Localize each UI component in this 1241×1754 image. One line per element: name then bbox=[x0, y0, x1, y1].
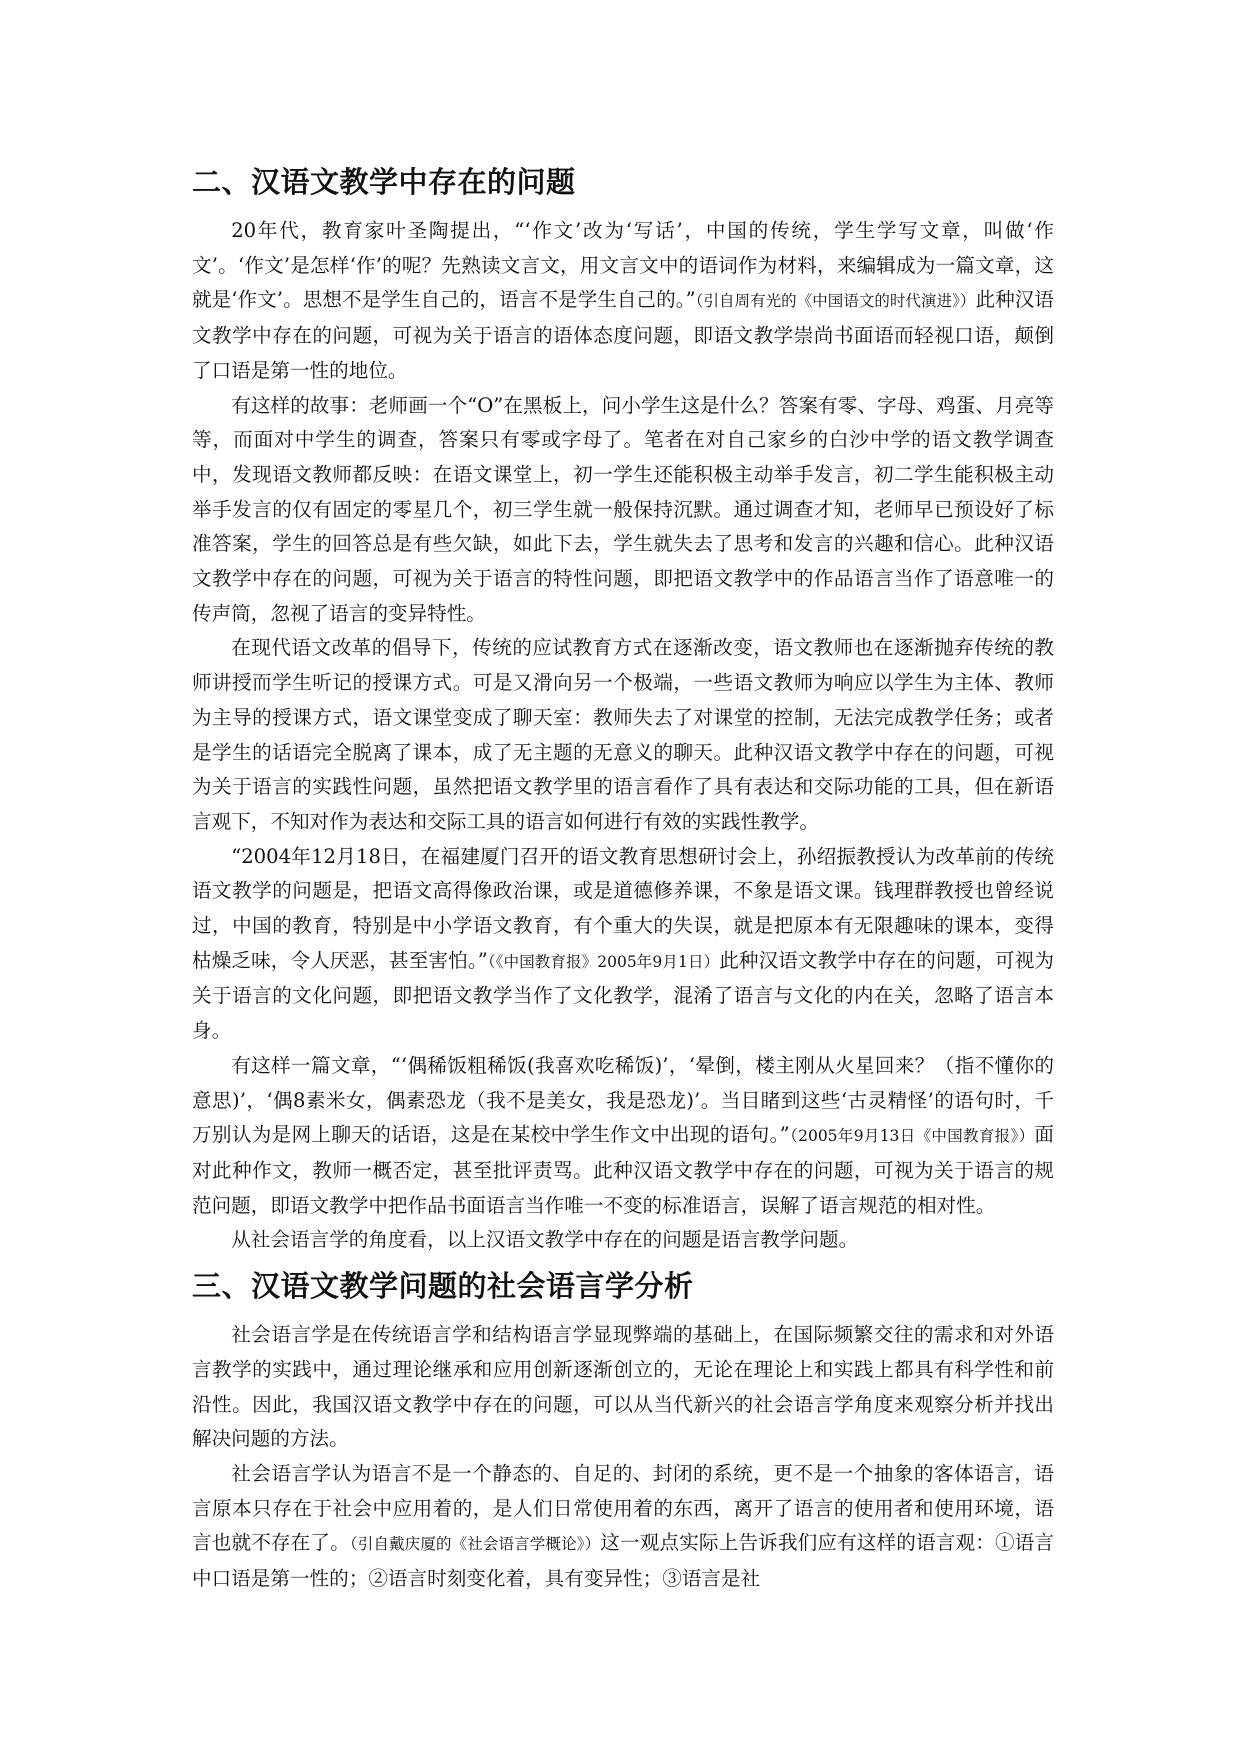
paragraph-text: 此种汉语文教学中存在的问题，可视为关于语言的文化问题，即把语文教学当作了文化教学，混淆了语言与文化的内在关，忽略了语言本身。 bbox=[192, 948, 1055, 1043]
paragraph bbox=[192, 840, 1054, 1049]
paragraph: 在现代语文改革的倡导下，传统的应试教育方式在逐渐改变，语文教师也在逐渐抛弃传统的教师讲授而学生听记的授课方式。可是又滑向另一个极端，一些语文教师为响应以学生为主体、教师为主导的授课方式，语文课堂变成了聊天室：教师失去了对课堂的控制，无法完成教学任务；或者是学生的话语完全脱离了课本，成了无主题的无意义的聊天。此种汉语文教学中存在的问题，可视为关于语言的实践性问题，虽然把语文教学里的语言看作了具有表达和交际功能的工具，但在新语言观下，不知对作为表达和交际工具的语言如何进行有效的实践性教学。 bbox=[192, 636, 1054, 833]
citation: （《中国教育报》2005年9月1日） bbox=[487, 952, 720, 971]
paragraph: 社会语言学是在传统语言学和结构语言学显现弊端的基础上，在国际频繁交往的需求和对外语言教学的实践中，通过理论继承和应用创新逐渐创立的，无论在理论上和实践上都具有科学性和前沿性。因此，我国汉语文教学中存在的问题，可以从当代新兴的社会语言学角度来观察分析并找出解决问题的方法。 bbox=[192, 1323, 1054, 1451]
paragraph-text: 社会语言学认为语言不是一个静态的、自足的、封闭的系统，更不是一个抽象的客体语言，语言原本只存在于社会中应用着的，是人们日常使用着的东西，离开了语言的使用者和使用环境，语言也就不存在了。 bbox=[192, 1461, 1054, 1555]
paragraph-text: 这一观点实际上告诉我们应有这样的语言观：①语言中口语是第一性的；②语言时刻变化着，具有变异性；③语言是社 bbox=[192, 1531, 1055, 1591]
paragraph-text: 面对此种作文，教师一概否定，甚至批评责骂。此种汉语文教学中存在的问题，可视为关于语言的规范问题，即语文教学中把作品书面语言当作唯一不变的标准语言，误解了语言规范的相对性。 bbox=[192, 1123, 1054, 1217]
citation: （2005年9月13日《中国教育报》） bbox=[789, 1127, 1035, 1146]
document-page bbox=[192, 160, 1054, 1597]
citation: （引自戴庆厦的《社会语言学概论》） bbox=[349, 1535, 601, 1554]
paragraph-text: 有这样一篇文章，“‘偶稀饭粗稀饭(我喜欢吃稀饭)’，‘晕倒，楼主刚从火星回来？（指不懂你的意思)’，‘偶8素米女，偶素恐龙（我不是美女，我是恐龙)’。当目睹到这些‘古灵精怪’的语句时，千万别认为是网上聊天的话语，这是在某校中学生作文中出现的语句。” bbox=[192, 1053, 1054, 1147]
citation: （引自周有光的《中国语文的时代演进》） bbox=[695, 292, 976, 311]
paragraph-text: “2004年12月18日，在福建厦门召开的语文教育思想研讨会上，孙绍振教授认为改革前的传统语文教学的问题是，把语文高得像政治课，或是道德修养课，不象是语文课。钱理群教授也曾经说过，中国的教育，特别是中小学语文教育，有个重大的失误，就是把原本有无限趣味的课本，变得枯燥乏味，令人厌恶，甚至害怕。” bbox=[192, 844, 1054, 972]
paragraph bbox=[192, 1049, 1054, 1224]
section-heading-2: 二、汉语文教学中存在的问题 bbox=[192, 165, 576, 199]
paragraph-text: 20年代，教育家叶圣陶提出，“‘作文’改为‘写话’，中国的传统，学生学写文章，叫做‘作文’。‘作文’是怎样‘作’的呢？先熟读文言文，用文言文中的语词作为材料，来编辑成为一篇文章，这就是‘作文’。思想不是学生自己的，语言不是学生自己的。” bbox=[192, 219, 1054, 312]
paragraph: 有这样的故事：老师画一个“O”在黑板上，问小学生这是什么？答案有零、字母、鸡蛋、月亮等等，而面对中学生的调查，答案只有零或字母了。笔者在对自己家乡的白沙中学的语文教学调查中，发现语文教师都反映：在语文课堂上，初一学生还能积极主动举手发言，初二学生能积极主动举手发言的仅有固定的零星几个，初三学生就一般保持沉默。通过调查才知，老师早已预设好了标准答案，学生的回答总是有些欠缺，如此下去，学生就失去了思考和发言的兴趣和信心。此种汉语文教学中存在的问题，可视为关于语言的特性问题，即把语文教学中的作品语言当作了语意唯一的传声筒，忽视了语言的变异特性。 bbox=[192, 393, 1054, 625]
paragraph bbox=[192, 1457, 1054, 1597]
paragraph-text: 此种汉语文教学中存在的问题，可视为关于语言的语体态度问题，即语文教学崇尚书面语而轻视口语，颠倒了口语是第一性的地位。 bbox=[192, 288, 1054, 382]
paragraph bbox=[192, 214, 1054, 389]
section-heading-3: 三、汉语文教学问题的社会语言学分析 bbox=[192, 1269, 694, 1304]
paragraph: 从社会语言学的角度看，以上汉语文教学中存在的问题是语言教学问题。 bbox=[231, 1228, 859, 1252]
